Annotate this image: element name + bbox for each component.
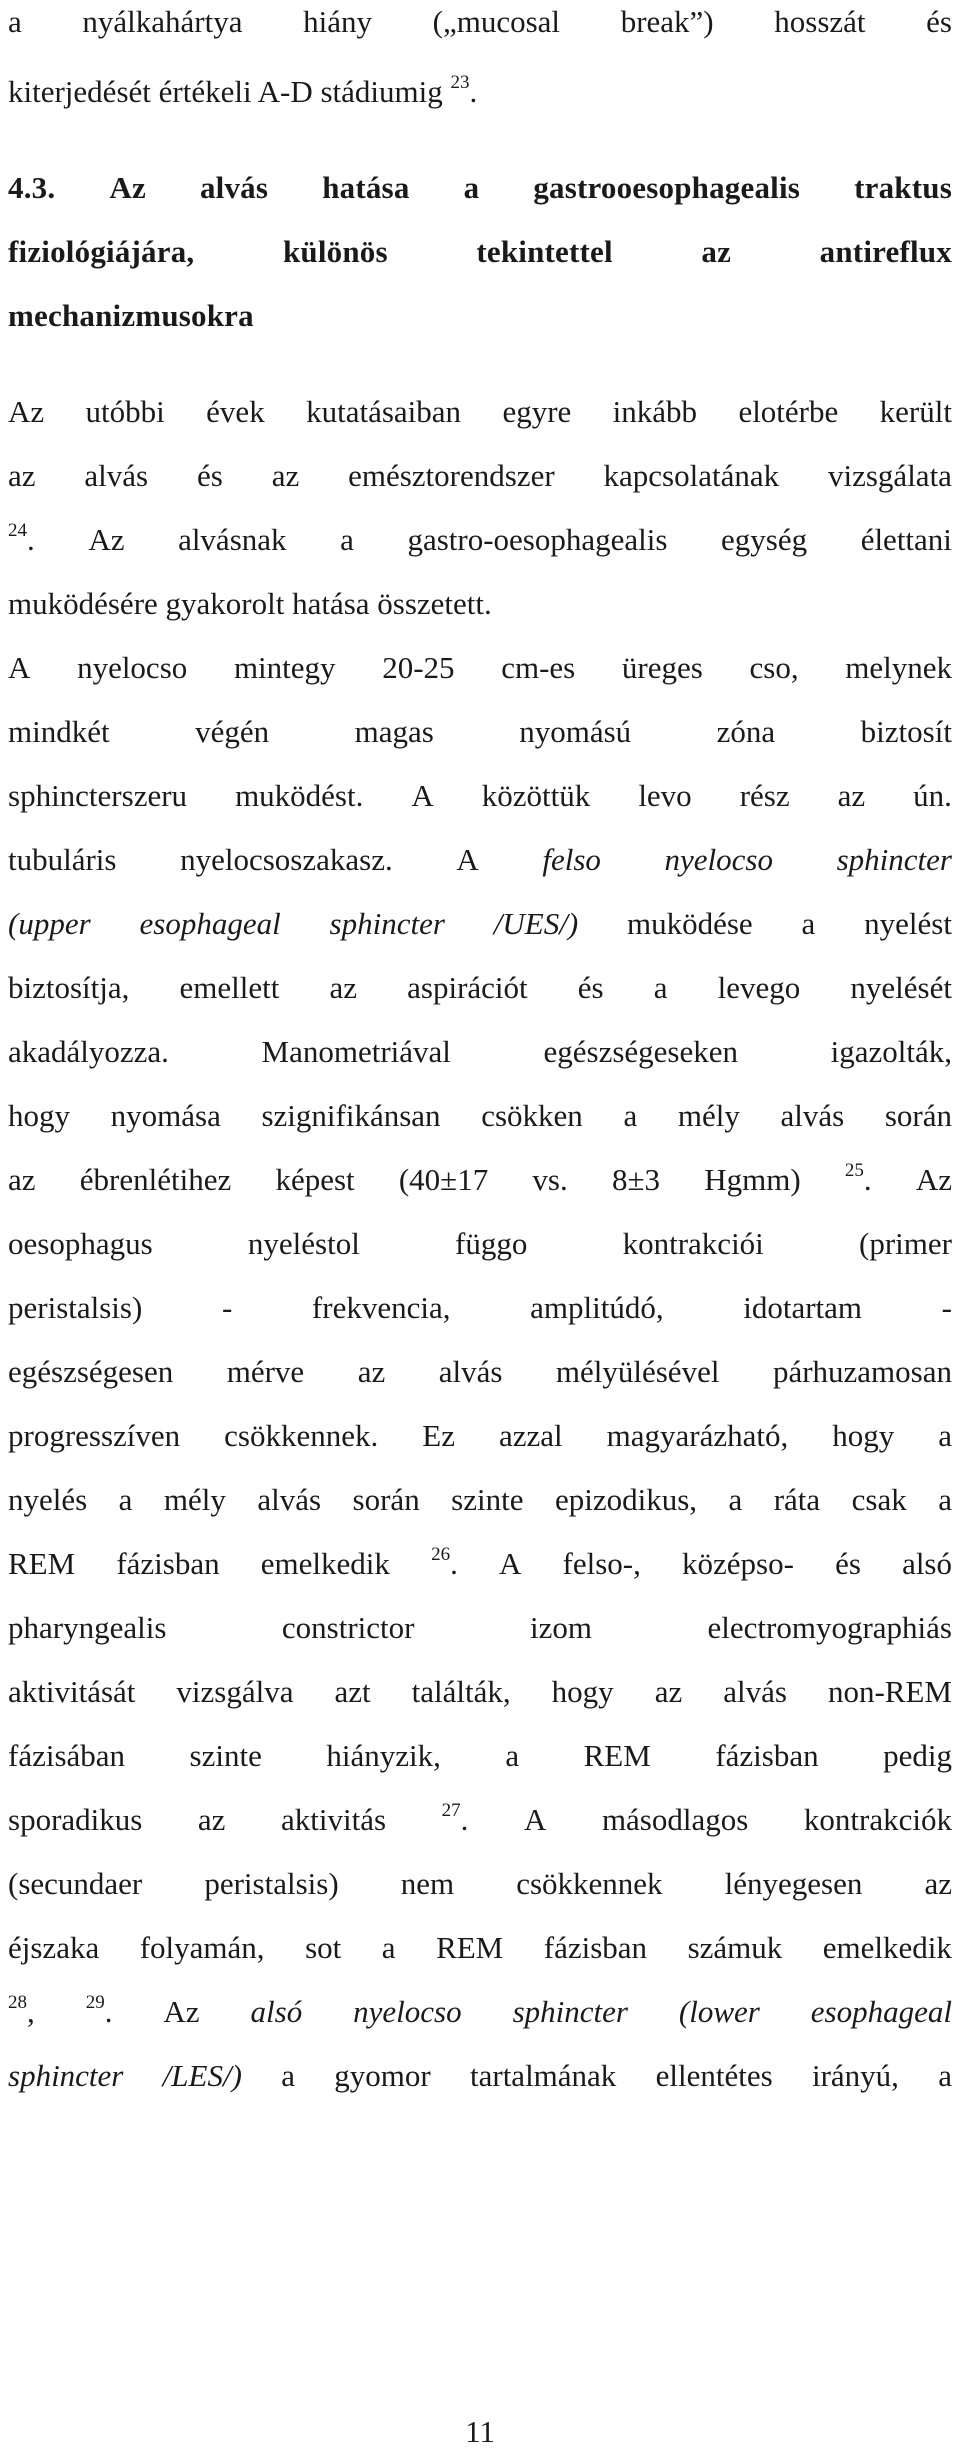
word: nyelocso — [353, 1994, 462, 2029]
word: a — [281, 2058, 295, 2093]
word: az — [197, 1802, 226, 1837]
word: gyomor — [334, 2058, 431, 2093]
word: sot — [305, 1930, 342, 1965]
word: közöttük — [481, 778, 591, 813]
word: nyomású — [519, 714, 632, 749]
word: (secundaer — [8, 1866, 143, 1901]
word: aktivitását — [8, 1674, 136, 1709]
word: fázisban — [543, 1930, 648, 1965]
word: tartalmának — [470, 2058, 617, 2093]
word: egészségeseken — [543, 1034, 739, 1069]
word: fázisában — [8, 1738, 126, 1773]
text-line — [8, 1608, 952, 1648]
word: vizsgálva — [176, 1674, 294, 1709]
word: ún. — [913, 778, 952, 813]
text-line — [8, 1032, 952, 1072]
text-line — [8, 1736, 952, 1776]
word: cso, — [749, 650, 799, 685]
line-text: muködésére gyakorolt hatása összetett. — [8, 586, 492, 621]
word: akadályozza. — [8, 1034, 169, 1069]
word: és — [835, 1546, 861, 1581]
word: traktus — [854, 170, 952, 205]
word: csökkennek. — [224, 1418, 379, 1453]
word: REM — [583, 1738, 651, 1773]
word: tubuláris — [8, 842, 117, 877]
word: nyelocso — [664, 842, 773, 877]
text-line — [8, 1800, 952, 1840]
word: a — [381, 1930, 396, 1965]
word: találták, — [411, 1674, 511, 1709]
word: A — [523, 1802, 547, 1837]
word: alvás — [84, 458, 149, 493]
word: („mucosal — [432, 4, 561, 39]
word: irányú, — [811, 2058, 899, 2093]
word: a — [505, 1738, 520, 1773]
word: hiány — [303, 4, 373, 39]
word: függo — [455, 1226, 528, 1261]
word: REM — [8, 1546, 76, 1581]
word: (lower — [678, 1994, 760, 2029]
word: pedig — [883, 1738, 952, 1773]
text-line — [8, 520, 952, 560]
text-line — [8, 776, 952, 816]
word: Manometriával — [261, 1034, 451, 1069]
word: peristalsis) — [204, 1866, 339, 1901]
word: az — [924, 1866, 952, 1901]
word: izom — [530, 1610, 592, 1645]
word: egyre — [502, 394, 572, 429]
section-heading-line — [8, 168, 952, 208]
word: /LES/) — [162, 2058, 242, 2093]
word: a — [801, 906, 816, 941]
word: a — [623, 1098, 638, 1133]
word: pharyngealis — [8, 1610, 167, 1645]
word: peristalsis) — [8, 1290, 143, 1325]
word: egészségesen — [8, 1354, 174, 1389]
word: epizodikus, — [554, 1482, 698, 1517]
word: mély — [163, 1482, 226, 1517]
word: muködést. — [235, 778, 364, 813]
word: gastro-oesophagealis — [407, 522, 668, 557]
line-text: . — [469, 74, 478, 109]
word: REM — [436, 1930, 504, 1965]
word: hogy — [8, 1098, 70, 1133]
page-number: 11 — [465, 2414, 495, 2449]
word: sphincterszeru — [8, 778, 188, 813]
word: mindkét — [8, 714, 110, 749]
text-line — [8, 904, 952, 944]
word: A — [498, 1546, 522, 1581]
word: magas — [354, 714, 434, 749]
word: A — [8, 650, 31, 685]
word: sphincter — [512, 1994, 628, 2029]
word: $^{29}$. — [85, 1992, 113, 2029]
word: az — [271, 458, 300, 493]
word: az — [8, 458, 36, 493]
text-line — [8, 1224, 952, 1264]
word: aktivitás — [281, 1802, 387, 1837]
word: nyelését — [850, 970, 952, 1005]
word: ébrenlétihez — [79, 1162, 232, 1197]
word: a — [463, 170, 480, 205]
word: alvás — [438, 1354, 503, 1389]
word: csak — [851, 1482, 907, 1517]
word: sphincter — [329, 906, 445, 941]
word: sporadikus — [8, 1802, 143, 1837]
word: alvásnak — [178, 522, 287, 557]
word: azt — [334, 1674, 371, 1709]
word: mintegy — [233, 650, 336, 685]
word: tekintettel — [476, 234, 613, 269]
text-line — [8, 2056, 952, 2096]
word: esophageal — [810, 1994, 952, 2029]
word: alvás — [780, 1098, 845, 1133]
word: alvás — [257, 1482, 322, 1517]
word: progresszíven — [8, 1418, 181, 1453]
word: mérve — [226, 1354, 305, 1389]
word: $^{26}$. — [431, 1544, 458, 1581]
word: és — [196, 458, 223, 493]
word: nyeléstol — [247, 1226, 360, 1261]
word: muködése — [626, 906, 753, 941]
word: emésztorendszer — [348, 458, 555, 493]
word: sphincter — [8, 2058, 124, 2093]
word: másodlagos — [601, 1802, 749, 1837]
word: a — [728, 1482, 743, 1517]
word: levego — [717, 970, 801, 1005]
word: alsó — [902, 1546, 952, 1581]
word: emellett — [179, 970, 280, 1005]
word: során — [352, 1482, 420, 1517]
word: végén — [195, 714, 270, 749]
word: biztosít — [860, 714, 952, 749]
text-line — [8, 1864, 952, 1904]
word: hogy — [832, 1418, 895, 1453]
word: idotartam — [743, 1290, 863, 1325]
word: az — [8, 1162, 36, 1197]
word: a — [340, 522, 354, 557]
word: hosszát — [774, 4, 866, 39]
footnote-reference: 23 — [450, 72, 470, 93]
word: folyamán, — [139, 1930, 265, 1965]
word: Az — [88, 522, 125, 557]
text-line — [8, 72, 952, 112]
line-text: kiterjedését értékeli A-D stádiumig — [8, 74, 451, 109]
line-text: mechanizmusokra — [8, 298, 254, 333]
word: mélyülésével — [555, 1354, 720, 1389]
word: lényegesen — [724, 1866, 863, 1901]
word: felso — [542, 842, 601, 877]
word: éjszaka — [8, 1930, 100, 1965]
word: évek — [206, 394, 265, 429]
word: break”) — [620, 4, 714, 39]
text-line — [8, 1544, 952, 1584]
word: 4.3. — [8, 170, 56, 205]
text-line — [8, 1160, 952, 1200]
word: egység — [721, 522, 808, 557]
word: fázisban — [715, 1738, 819, 1773]
word: $^{27}$. — [441, 1800, 469, 1837]
word: amplitúdó, — [530, 1290, 664, 1325]
word: Az — [8, 394, 45, 429]
word: nyelocso — [77, 650, 188, 685]
word: gastrooesophagealis — [533, 170, 801, 205]
word: felso-, — [562, 1546, 641, 1581]
word: 20-25 — [382, 650, 455, 685]
word: a — [938, 2058, 952, 2093]
word: Az — [109, 170, 146, 205]
word: hogy — [551, 1674, 614, 1709]
word: azzal — [498, 1418, 563, 1453]
text-line — [8, 1672, 952, 1712]
word: utóbbi — [85, 394, 165, 429]
text-line — [8, 456, 952, 496]
word: Az — [915, 1162, 952, 1197]
word: középso- — [682, 1546, 794, 1581]
word: üreges — [621, 650, 703, 685]
word: melynek — [845, 650, 952, 685]
word: a — [118, 1482, 133, 1517]
word: alsó — [250, 1994, 303, 2029]
text-line — [8, 1992, 952, 2032]
word: az — [837, 778, 866, 813]
word: vizsgálata — [828, 458, 952, 493]
word: képest — [275, 1162, 355, 1197]
text-line — [8, 2, 952, 42]
word: emelkedik — [260, 1546, 390, 1581]
word: hatása — [322, 170, 410, 205]
word: magyarázható, — [606, 1418, 789, 1453]
word: aspirációt — [407, 970, 528, 1005]
word: az — [329, 970, 358, 1005]
word: hiányzik, — [326, 1738, 441, 1773]
word: A — [456, 842, 479, 877]
word: ráta — [773, 1482, 821, 1517]
word: nyálkahártya — [82, 4, 243, 39]
word: $^{24}$. — [8, 520, 35, 557]
word: Hgmm) — [704, 1162, 801, 1197]
word: a — [653, 970, 668, 1005]
text-line — [8, 1416, 952, 1456]
word: nyomása — [110, 1098, 221, 1133]
word: az — [654, 1674, 683, 1709]
word: során — [884, 1098, 952, 1133]
section-heading-line — [8, 296, 952, 336]
text-line — [8, 392, 952, 432]
word: fiziológiájára, — [8, 234, 195, 269]
word: nem — [400, 1866, 455, 1901]
word: az — [701, 234, 732, 269]
text-line — [8, 1288, 952, 1328]
word: constrictor — [281, 1610, 415, 1645]
word: fázisban — [116, 1546, 220, 1581]
word: (primer — [859, 1226, 952, 1261]
word: alvás — [199, 170, 269, 205]
word: rész — [739, 778, 790, 813]
text-line — [8, 1096, 952, 1136]
word: a — [8, 4, 22, 39]
word: vs. — [532, 1162, 568, 1197]
word: került — [879, 394, 952, 429]
word: zóna — [716, 714, 776, 749]
word: - — [941, 1290, 952, 1325]
word: elotérbe — [738, 394, 839, 429]
word: nyelés — [8, 1482, 88, 1517]
text-line — [8, 1352, 952, 1392]
section-heading-line — [8, 232, 952, 272]
word: (upper — [8, 906, 91, 941]
word: electromyographiás — [707, 1610, 952, 1645]
word: - — [221, 1290, 233, 1325]
word: kontrakciói — [622, 1226, 764, 1261]
word: csökkennek — [516, 1866, 663, 1901]
word: a — [938, 1482, 952, 1517]
word: a — [938, 1418, 952, 1453]
word: (40±17 — [398, 1162, 489, 1197]
word: szinte — [451, 1482, 524, 1517]
word: non-REM — [827, 1674, 952, 1709]
word: oesophagus — [8, 1226, 153, 1261]
word: Az — [163, 1994, 200, 2029]
word: levo — [638, 778, 692, 813]
word: nyelést — [864, 906, 952, 941]
word: 8±3 — [611, 1162, 660, 1197]
word: frekvencia, — [311, 1290, 451, 1325]
word: és — [577, 970, 604, 1005]
text-line — [8, 584, 952, 624]
word: szinte — [189, 1738, 262, 1773]
word: kapcsolatának — [603, 458, 780, 493]
word: kontrakciók — [803, 1802, 952, 1837]
word: ellentétes — [655, 2058, 773, 2093]
word: A — [411, 778, 434, 813]
word: igazolták, — [830, 1034, 952, 1069]
word: Ez — [422, 1418, 455, 1453]
text-line — [8, 840, 952, 880]
word: kutatásaiban — [306, 394, 462, 429]
word: emelkedik — [822, 1930, 952, 1965]
word: szignifikánsan — [261, 1098, 441, 1133]
word: antireflux — [819, 234, 952, 269]
word: párhuzamosan — [772, 1354, 952, 1389]
word: alvás — [723, 1674, 787, 1709]
word: az — [357, 1354, 386, 1389]
word: különös — [282, 234, 388, 269]
word: mély — [677, 1098, 740, 1133]
text-line — [8, 648, 952, 688]
text-line — [8, 1480, 952, 1520]
word: sphincter — [836, 842, 952, 877]
word: esophageal — [139, 906, 281, 941]
word: csökken — [481, 1098, 583, 1133]
word: nyelocsoszakasz. — [180, 842, 393, 877]
word: $^{28}$, — [8, 1992, 35, 2029]
word: élettani — [860, 522, 952, 557]
word: és — [926, 4, 952, 39]
text-line — [8, 1928, 952, 1968]
word: /UES/) — [493, 906, 579, 941]
word: $^{25}$. — [844, 1160, 872, 1197]
word: cm-es — [501, 650, 576, 685]
text-line — [8, 712, 952, 752]
word: biztosítja, — [8, 970, 130, 1005]
word: számuk — [687, 1930, 783, 1965]
word: inkább — [612, 394, 698, 429]
text-line — [8, 968, 952, 1008]
